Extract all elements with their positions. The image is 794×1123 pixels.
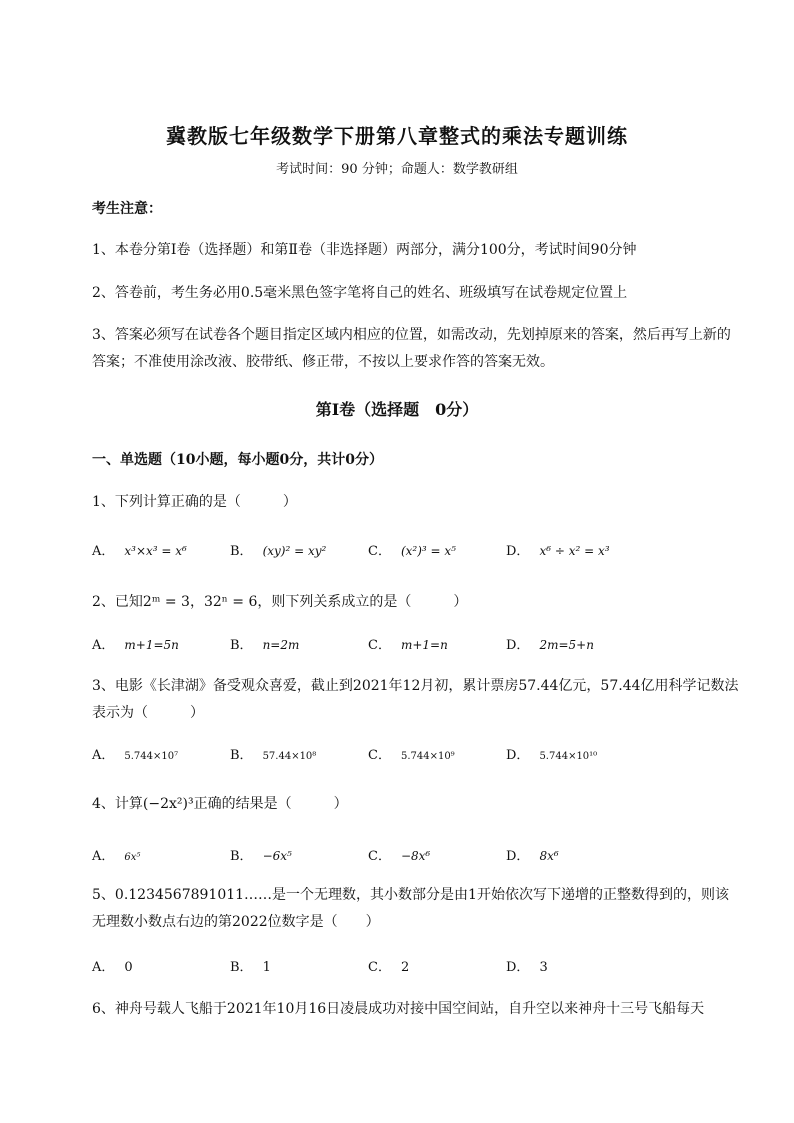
option-text: 5.744×10⁹ [400, 751, 455, 762]
option [92, 540, 187, 559]
option [92, 956, 133, 975]
question-stem: 4、计算(−2x²)³正确的结果是（ ） [92, 796, 348, 812]
option-label: B． [230, 960, 253, 975]
option-label: D． [506, 748, 530, 763]
option [368, 634, 448, 653]
option-text: m+1=5n [124, 638, 179, 652]
option-label: A． [92, 638, 115, 653]
question-stem: 1、下列计算正确的是（ ） [92, 494, 297, 510]
option-label: D． [506, 638, 530, 653]
option-label: B． [230, 849, 253, 864]
option-row [92, 540, 742, 564]
option-row [92, 744, 742, 768]
option-label: C． [368, 544, 391, 559]
option-label: B． [230, 638, 253, 653]
option-text: (xy)² = xy² [262, 544, 327, 558]
option [92, 845, 140, 864]
option [230, 956, 271, 975]
question-stem: 3、电影《长津湖》备受观众喜爱，截止到2021年12月初，累计票房57.44亿元，57.44亿用科学记数法表示为（ ） [92, 678, 739, 721]
option [230, 634, 299, 653]
section-title: 第Ⅰ卷（选择题 0分） [315, 400, 479, 419]
option [92, 634, 179, 653]
page-title: 冀教版七年级数学下册第八章整式的乘法专题训练 [166, 124, 628, 148]
option-label: C． [368, 849, 391, 864]
option-label: B． [230, 544, 253, 559]
option-text: 6x⁵ [124, 852, 141, 863]
option [92, 744, 178, 763]
option-text: 5.744×10⁷ [124, 751, 179, 762]
option [368, 540, 456, 559]
option-label: B． [230, 748, 253, 763]
option-label: D． [506, 849, 530, 864]
option-text: −8x⁶ [400, 849, 431, 863]
option-label: C． [368, 960, 391, 975]
option-label: C． [368, 748, 391, 763]
question-stem: 5、0.1234567891011……是一个无理数，其小数部分是由1开始依次写下递增的正整数得到的，则该无理数小数点右边的第2022位数字是（ ） [92, 887, 729, 930]
part-heading: 一、单选题（10小题，每小题0分，共计0分） [92, 452, 383, 468]
option-label: A． [92, 849, 115, 864]
option-text: 3 [539, 960, 548, 975]
option-text: 1 [262, 960, 271, 975]
option-label: A． [92, 960, 115, 975]
option-label: D． [506, 960, 530, 975]
option-text: 8x⁶ [539, 849, 559, 863]
option-row [92, 634, 742, 658]
option [506, 744, 597, 763]
option [506, 540, 610, 559]
option [230, 540, 326, 559]
option-text: 2m=5+n [539, 638, 594, 652]
option-label: A． [92, 544, 115, 559]
option-label: A． [92, 748, 115, 763]
option [506, 634, 594, 653]
option-text: −6x⁵ [262, 849, 292, 863]
option-text: x³×x³ = x⁶ [124, 544, 187, 558]
option [368, 744, 455, 763]
option-text: 57.44×10⁸ [262, 751, 317, 762]
option-text: x⁶ ÷ x² = x³ [539, 544, 610, 558]
page-subtitle: 考试时间：90 分钟；命题人：数学教研组 [276, 162, 518, 177]
option-text: 0 [124, 960, 133, 975]
option-text: 2 [400, 960, 410, 975]
notice-heading: 考生注意： [92, 201, 162, 217]
notice-item: 3、答案必须写在试卷各个题目指定区域内相应的位置，如需改动，先划掉原来的答案，然后再写上新的答案；不准使用涂改液、胶带纸、修正带，不按以上要求作答的答案无效。 [92, 327, 731, 370]
option-label: D． [506, 544, 530, 559]
notice-item: 2、答卷前，考生务必用0.5毫米黑色签字笔将自己的姓名、班级填写在试卷规定位置上 [92, 285, 628, 301]
option-text: n=2m [262, 638, 300, 652]
question-stem: 6、神舟号载人飞船于2021年10月16日凌晨成功对接中国空间站，自升空以来神舟十三号飞船每天 [92, 1001, 705, 1017]
question-stem: 2、已知2ᵐ = 3，32ⁿ = 6，则下列关系成立的是（ ） [92, 594, 468, 610]
option [506, 956, 548, 975]
notice-item: 1、本卷分第Ⅰ卷（选择题）和第Ⅱ卷（非选择题）两部分，满分100分，考试时间90分钟 [92, 242, 637, 258]
option-label: C． [368, 638, 391, 653]
option-text: 5.744×10¹⁰ [539, 751, 598, 762]
option-row [92, 956, 742, 980]
option [506, 845, 559, 864]
option-text: m+1=n [400, 638, 448, 652]
option [230, 845, 292, 864]
option [368, 956, 409, 975]
option [230, 744, 316, 763]
option-row [92, 845, 742, 869]
option-text: (x²)³ = x⁵ [400, 544, 456, 558]
option [368, 845, 430, 864]
